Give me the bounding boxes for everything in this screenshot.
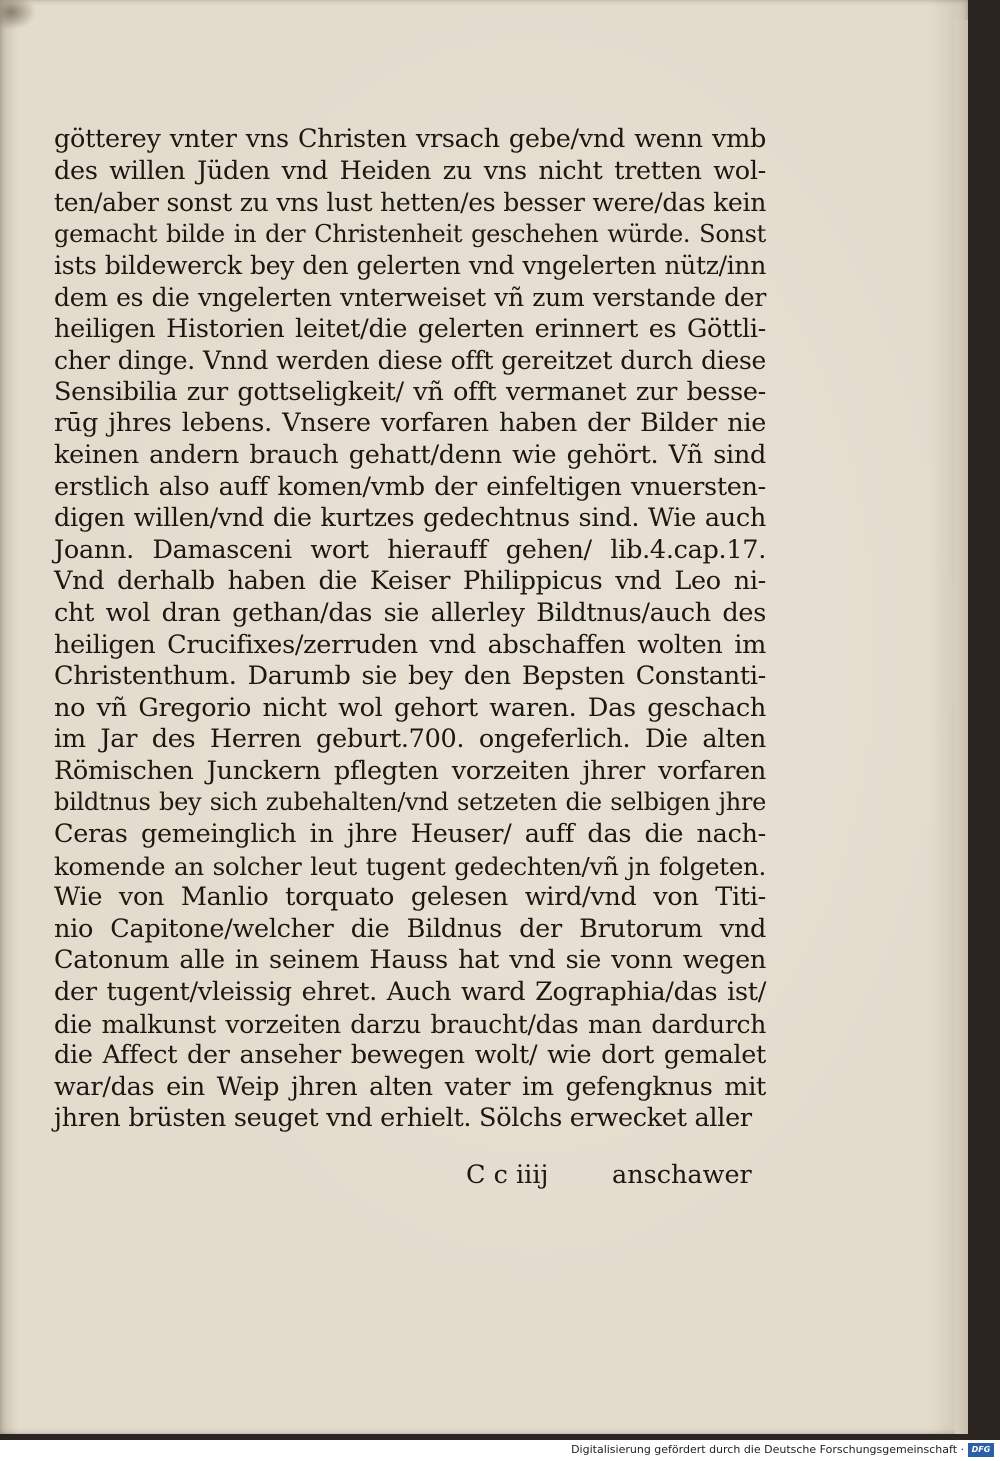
text-line: Joann. Damasceni wort hierauff gehen/ lib.4.cap.17. [54,534,766,565]
text-line: heiligen Crucifixes/zerruden vnd abschaffen wolten im [54,629,766,660]
text-line: gemacht bilde in der Christenheit geschehen würde. Sonst [54,219,766,248]
text-line: cht wol dran gethan/das sie allerley Bildtnus/auch des [54,597,766,628]
body-text [54,124,766,1135]
text-line: erstlich also auff komen/vmb der einfeltigen vnuersten- [54,471,766,502]
funding-credit: Digitalisierung gefördert durch die Deutsche Forschungsgemeinschaft · [571,1443,964,1456]
text-line: heiligen Historien leitet/die gelerten erinnert es Göttli- [54,313,766,344]
text-line: Sensibilia zur gottseligkeit/ vñ offt vermanet zur besse- [54,376,766,407]
page-edge [955,20,968,1434]
text-line: die Affect der anseher bewegen wolt/ wie dort gemalet [54,1040,766,1071]
text-line: bildtnus bey sich zubehalten/vnd setzeten die selbigen jhre [54,788,766,817]
text-line: cher dinge. Vnnd werden diese offt gereitzet durch diese [54,346,766,376]
text-line: war/das ein Weip jhren alten vater im gefengknus mit [54,1071,766,1102]
text-line: dem es die vngelerten vnterweiset vñ zum verstande der [54,282,766,312]
text-line: Vnd derhalb haben die Keiser Philippicus vnd Leo ni- [54,566,766,597]
text-line: götterey vnter vns Christen vrsach gebe/vnd wenn vmb [54,124,766,154]
text-line: keinen andern brauch gehatt/denn wie gehört. Vñ sind [54,439,766,470]
text-line: rūg jhres lebens. Vnsere vorfaren haben der Bilder nie [54,408,766,439]
corner-stain [0,0,36,30]
signature-mark: C c iiij [466,1160,549,1190]
text-line: Ceras gemeinglich in jhre Heuser/ auff das die nach- [54,819,766,850]
text-line: Wie von Manlio torquato gelesen wird/vnd von Titi- [54,882,766,913]
catchword: anschawer [612,1160,752,1190]
text-line: ten/aber sonst zu vns lust hetten/es besser were/das kein [54,188,766,218]
text-line: die malkunst vorzeiten darzu braucht/das man dardurch [54,1009,766,1039]
text-line: ists bildewerck bey den gelerten vnd vngelerten nütz/inn [54,251,766,281]
text-line: no vñ Gregorio nicht wol gehort waren. Das geschach [54,692,766,723]
text-line: der tugent/vleissig ehret. Auch ward Zographia/das ist/ [54,977,766,1008]
footer-bar [0,1440,1000,1461]
text-line: Römischen Junckern pflegten vorzeiten jhrer vorfaren [54,755,766,786]
text-line: digen willen/vnd die kurtzes gedechtnus sind. Wie auch [54,503,766,534]
text-line: komende an solcher leut tugent gedechten/vñ jn folgeten. [54,851,766,881]
text-line: nio Capitone/welcher die Bildnus der Brutorum vnd [54,913,766,944]
text-line: Christenthum. Darumb sie bey den Bepsten Constanti- [54,661,766,692]
text-line: jhren brüsten seuget vnd erhielt. Sölchs erwecket aller [54,1103,752,1134]
text-line: des willen Jüden vnd Heiden zu vns nicht tretten wol- [54,155,766,186]
dfg-logo-icon: DFG [968,1443,994,1457]
text-line: im Jar des Herren geburt.700. ongeferlich. Die alten [54,724,766,755]
text-line: Catonum alle in seinem Hauss hat vnd sie vonn wegen [54,945,766,976]
